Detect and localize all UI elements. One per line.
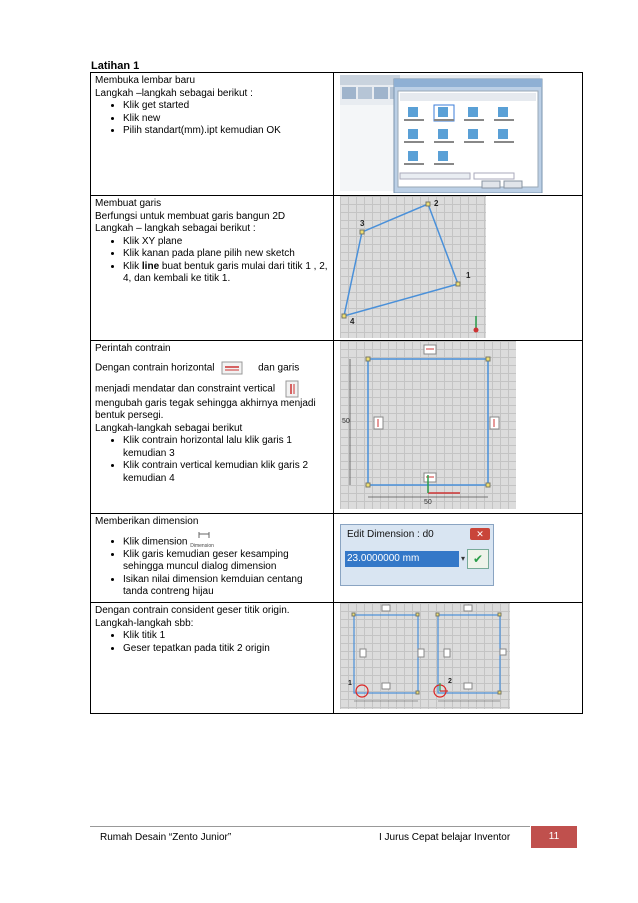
step-text <box>91 73 334 196</box>
step-line: Langkah-langkah sebagai berikut <box>95 422 243 434</box>
point-label: 2 <box>434 199 439 208</box>
step-heading: Membuat garis <box>95 198 162 209</box>
coincident-origin-screenshot <box>340 603 510 709</box>
dropdown-arrow-icon[interactable]: ▾ <box>461 554 466 563</box>
constraint-square-image <box>340 341 516 509</box>
step-text <box>91 341 334 514</box>
footer-divider <box>90 826 530 827</box>
dimension-vertical-label: 50 <box>342 418 350 425</box>
footer-right-text: I Jurus Cepat belajar Inventor <box>379 832 511 843</box>
inventor-new-file-screenshot <box>334 73 582 193</box>
step-list <box>95 435 329 485</box>
sketch-lines-screenshot <box>340 196 486 338</box>
list-item: • Klik XY plane <box>123 236 329 249</box>
table-row <box>91 196 583 341</box>
step-list <box>95 236 329 286</box>
close-icon[interactable]: ✕ <box>470 528 490 540</box>
step-line: Berfungsi untuk membuat garis bangun 2D <box>95 210 286 222</box>
point-label: 4 <box>350 317 355 326</box>
step-image <box>334 514 583 603</box>
step-line: Langkah –langkah sebagai berikut : <box>95 87 253 99</box>
dimension-horizontal-label: 50 <box>424 499 432 506</box>
list-item: • Klik dimension Dimension <box>123 535 329 549</box>
vertical-constraint-icon <box>284 380 300 398</box>
list-item: • Klik garis kemudian geser kesamping sehingga muncul dialog dimension <box>123 549 329 574</box>
step-line: Langkah-langkah sbb: <box>95 617 194 629</box>
new-file-dialog-image <box>334 73 582 193</box>
point-label: 3 <box>360 219 365 228</box>
dimension-icon: Dimension <box>190 542 214 549</box>
step-list <box>95 100 329 138</box>
step-text <box>91 514 334 603</box>
list-item: • Klik titik 1 <box>123 630 329 643</box>
page-title: Latihan 1 <box>91 60 140 72</box>
horizontal-constraint-icon <box>221 360 243 376</box>
table-row <box>91 603 583 714</box>
point-label: 2 <box>448 678 452 685</box>
step-text <box>91 603 334 714</box>
step-image <box>334 341 583 514</box>
exercise-table <box>90 72 583 714</box>
table-row <box>91 73 583 196</box>
sketch-quad-image <box>340 196 486 338</box>
step-image <box>334 603 583 714</box>
step-heading: Membuka lembar baru <box>95 75 196 86</box>
list-item: • Klik line buat bentuk garis mulai dari titik 1 , 2, 4, dan kembali ke titik 1. <box>123 261 329 286</box>
footer-left-text: Rumah Desain “Zento Junior” <box>100 832 232 843</box>
point-label: 1 <box>348 680 352 687</box>
step-list <box>95 630 329 655</box>
list-item: • Klik get started <box>123 100 329 113</box>
list-item: • Klik contrain horizontal lalu klik garis 1 kemudian 3 <box>123 435 329 460</box>
list-item: • Klik contrain vertical kemudian klik garis 2 kemudian 4 <box>123 460 329 485</box>
step-image <box>334 73 583 196</box>
list-item: • Geser tepatkan pada titik 2 origin <box>123 643 329 656</box>
list-item: • Pilih standart(mm).ipt kemudian OK <box>123 125 329 138</box>
step-heading: Perintah contrain <box>95 343 171 354</box>
step-image <box>334 196 583 341</box>
edit-dimension-dialog <box>340 524 494 586</box>
step-text <box>91 196 334 341</box>
check-icon[interactable]: ✔ <box>467 549 489 569</box>
point-label: 1 <box>466 271 471 280</box>
coincident-origin-image <box>340 603 510 709</box>
table-row <box>91 341 583 514</box>
list-item: • Isikan nilai dimension kemduian centang tanda contreng hijau <box>123 574 329 599</box>
step-heading: Memberikan dimension <box>95 516 199 527</box>
list-item: • Klik new <box>123 113 329 126</box>
step-line: Langkah – langkah sebagai berikut : <box>95 223 256 234</box>
constraint-square-screenshot <box>340 341 516 509</box>
step-heading: Dengan contrain consident geser titik origin. <box>95 605 290 616</box>
page-number: 11 <box>531 826 577 848</box>
list-item: • Klik kanan pada plane pilih new sketch <box>123 248 329 261</box>
step-list <box>95 535 329 599</box>
dialog-title: Edit Dimension : d0 <box>347 529 434 540</box>
table-row <box>91 514 583 603</box>
dimension-value-input[interactable]: 23.0000000 mm <box>345 551 459 567</box>
step-line: mengubah garis tegak sehingga akhirnya menjadi bentuk persegi. <box>95 397 316 421</box>
step-line: menjadi mendatar dan constraint vertical <box>95 380 329 398</box>
step-line: Dengan contrain horizontal dan garis <box>95 360 329 376</box>
